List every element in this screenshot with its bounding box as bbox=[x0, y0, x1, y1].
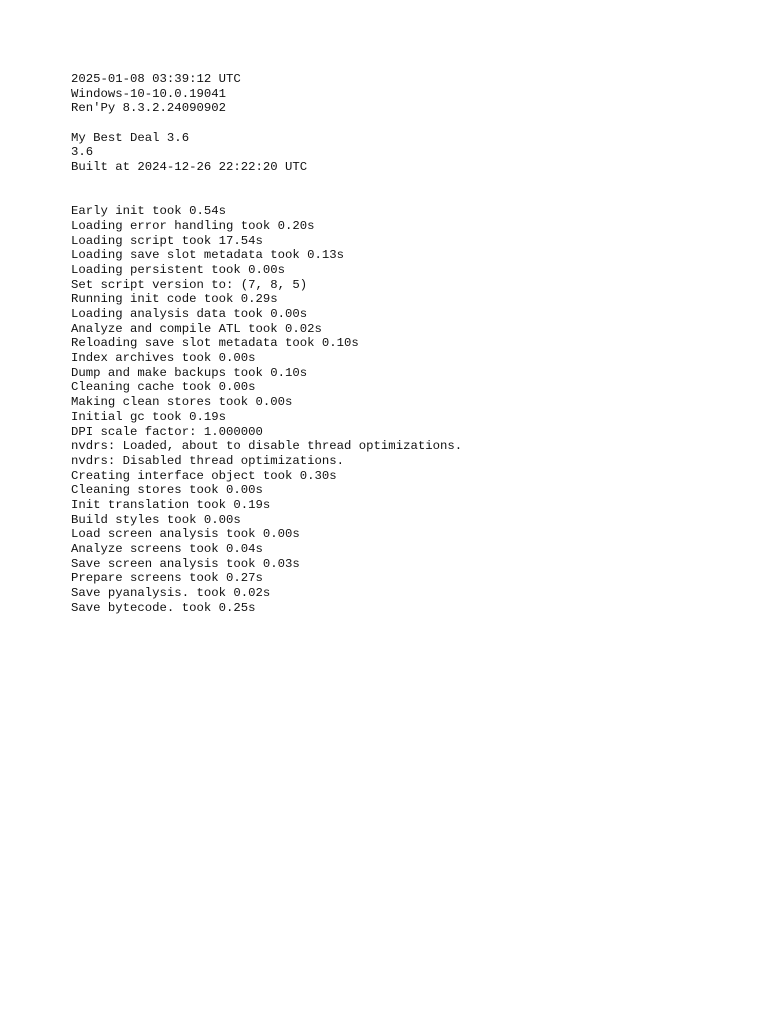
log-line: Prepare screens took 0.27s bbox=[71, 571, 263, 586]
spacer bbox=[71, 116, 768, 131]
log-line: Analyze and compile ATL took 0.02s bbox=[71, 321, 322, 336]
timestamp-line: 2025-01-08 03:39:12 UTC bbox=[71, 72, 241, 86]
log-line: Early init took 0.54s bbox=[71, 204, 226, 219]
log-line: Init translation took 0.19s bbox=[71, 497, 271, 512]
log-line: Making clean stores took 0.00s bbox=[71, 395, 293, 410]
game-name-line: My Best Deal 3.6 bbox=[71, 130, 190, 145]
log-line: Running init code took 0.29s bbox=[71, 292, 278, 307]
log-line: Dump and make backups took 0.10s bbox=[71, 365, 308, 380]
log-line: Save bytecode. took 0.25s bbox=[71, 600, 256, 615]
build-date-line: Built at 2024-12-26 22:22:20 UTC bbox=[71, 160, 308, 175]
log-line: Cleaning cache took 0.00s bbox=[71, 380, 256, 395]
log-line: Save pyanalysis. took 0.02s bbox=[71, 586, 271, 601]
log-line: Loading script took 17.54s bbox=[71, 233, 263, 248]
log-line: nvdrs: Loaded, about to disable thread optimizations. bbox=[71, 439, 463, 454]
system-info-block bbox=[71, 72, 768, 116]
log-line: Set script version to: (7, 8, 5) bbox=[71, 277, 308, 292]
log-line: Cleaning stores took 0.00s bbox=[71, 483, 263, 498]
log-line: Loading error handling took 0.20s bbox=[71, 218, 315, 233]
log-line: Analyze screens took 0.04s bbox=[71, 542, 263, 557]
log-line: DPI scale factor: 1.000000 bbox=[71, 424, 263, 439]
game-version-line: 3.6 bbox=[71, 145, 94, 160]
log-line: Save screen analysis took 0.03s bbox=[71, 556, 300, 571]
log-line: Initial gc took 0.19s bbox=[71, 409, 226, 424]
game-info-block bbox=[71, 131, 768, 175]
log-line: Build styles took 0.00s bbox=[71, 512, 241, 527]
log-line: Loading persistent took 0.00s bbox=[71, 262, 286, 277]
spacer bbox=[71, 175, 768, 204]
log-line: Index archives took 0.00s bbox=[71, 351, 256, 366]
startup-log-block bbox=[71, 204, 768, 615]
log-line: Load screen analysis took 0.00s bbox=[71, 527, 300, 542]
log-line: Loading save slot metadata took 0.13s bbox=[71, 248, 345, 263]
renpy-version-line: Ren'Py 8.3.2.24090902 bbox=[71, 101, 226, 116]
log-line: nvdrs: Disabled thread optimizations. bbox=[71, 453, 345, 468]
log-line: Creating interface object took 0.30s bbox=[71, 468, 337, 483]
log-line: Loading analysis data took 0.00s bbox=[71, 307, 308, 322]
log-line: Reloading save slot metadata took 0.10s bbox=[71, 336, 359, 351]
os-version-line: Windows-10-10.0.19041 bbox=[71, 86, 226, 101]
